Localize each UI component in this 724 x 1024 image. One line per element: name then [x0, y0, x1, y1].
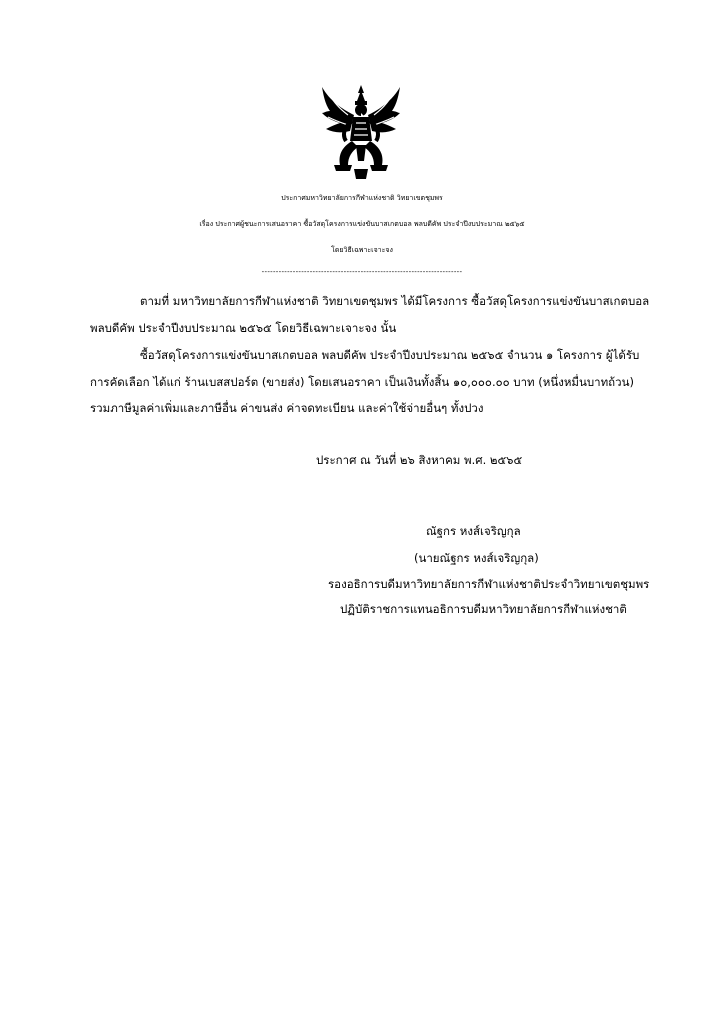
signatory-position: รองอธิการบดีมหาวิทยาลัยการกีฬาแห่งชาติประจำวิทยาเขตชุมพร: [328, 577, 650, 591]
signatory-full-name: (นายณัฐกร หงส์เจริญกุล): [414, 551, 539, 565]
announcement-title: ประกาศมหาวิทยาลัยการกีฬาแห่งชาติ วิทยาเขตชุมพร: [281, 194, 443, 202]
signed-name: ณัฐกร หงส์เจริญกุล: [426, 524, 521, 538]
announcement-subject: เรื่อง ประกาศผู้ชนะการเสนอราคา ซื้อวัสดุโครงการแข่งขันบาสเกตบอล พลบดีคัพ ประจำปีงบประมาณ ๒๕๖๕: [199, 220, 525, 228]
procurement-method: โดยวิธีเฉพาะเจาะจง: [331, 246, 393, 254]
paragraph-1-line-1: ตามที่ มหาวิทยาลัยการกีฬาแห่งชาติ วิทยาเขตชุมพร ได้มีโครงการ ซื้อวัสดุโครงการแข่งขันบาสเกตบอล: [140, 294, 650, 308]
acting-position: ปฏิบัติราชการแทนอธิการบดีมหาวิทยาลัยการกีฬาแห่งชาติ: [340, 602, 627, 616]
paragraph-2-line-2: การคัดเลือก ได้แก่ ร้านเบสสปอร์ต (ขายส่ง) โดยเสนอราคา เป็นเงินทั้งสิ้น ๑๐,๐๐๐.๐๐ บาท (หนึ่งหมื่นบาทถ้วน): [90, 375, 634, 389]
header-divider: -----------------------------------------------------------------------: [261, 268, 463, 276]
paragraph-1-line-2: พลบดีคัพ ประจำปีงบประมาณ ๒๕๖๕ โดยวิธีเฉพาะเจาะจง นั้น: [90, 321, 397, 335]
paragraph-2-line-1: ซื้อวัสดุโครงการแข่งขันบาสเกตบอล พลบดีคัพ ประจำปีงบประมาณ ๒๕๖๕ จำนวน ๑ โครงการ ผู้ได้รับ: [140, 348, 640, 362]
announcement-date: ประกาศ ณ วันที่ ๒๖ สิงหาคม พ.ศ. ๒๕๖๕: [316, 453, 523, 467]
garuda-emblem-icon: [318, 83, 404, 181]
paragraph-2-line-3: รวมภาษีมูลค่าเพิ่มและภาษีอื่น ค่าขนส่ง ค่าจดทะเบียน และค่าใช้จ่ายอื่นๆ ทั้งปวง: [90, 401, 484, 415]
